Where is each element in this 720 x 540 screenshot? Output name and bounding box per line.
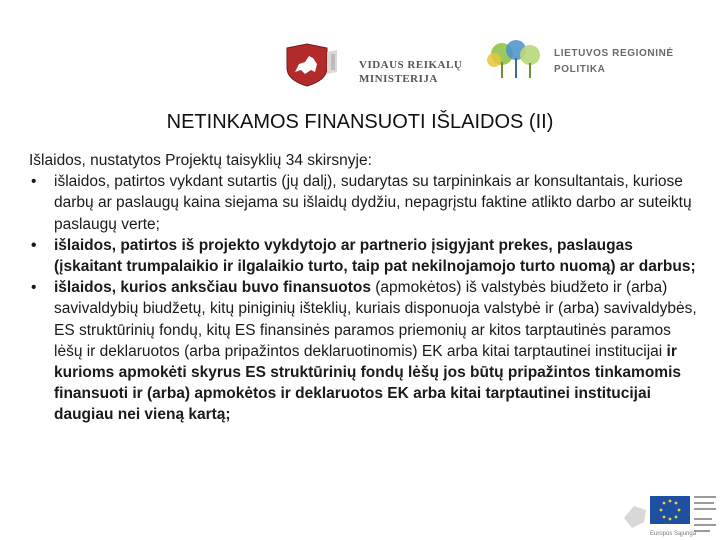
item-text: išlaidos, patirtos iš projekto vykdytojo ar partnerio įsigyjant prekes, paslaugas (įskaitant trumpalaikio ir ilgalaikio turto, taip pat nekilnojamojo turto nuomą) ar darbus; [54,236,696,276]
intro-line: Išlaidos, nustatytos Projektų taisyklių 34 skirsnyje: [29,152,372,169]
expense-list [29,171,701,425]
eu-fund-label: Europos Sąjunga [650,531,697,537]
bullet-marker: • [31,279,37,297]
item-text: išlaidos, patirtos vykdant sutartis (jų dalį), sudarytas su tarpininkais ar konsultantais, kuriose darbų ar paslaugų kaina siejama su išlaidų dydžiu, nepagrįstu faktine atlikto darbo ar suteiktų paslaugų verte; [54,173,692,233]
slide-title: NETINKAMOS FINANSUOTI IŠLAIDOS (II) [166,111,554,133]
list-item [29,277,701,425]
vytis-emblem-icon [283,42,339,88]
eu-structural-funds-logo [620,488,720,540]
trees-icon [480,38,552,80]
list-item [29,171,701,235]
regional-policy-name: LIETUVOS REGIONINĖ POLITIKA [554,48,674,75]
item-text: (apmokėtos) iš valstybės biudžeto ir (arba) savivaldybių biudžetų, kitų piniginių išteklių, kuriais disponuoja valstybė ir (arba) savivaldybės, ES struktūrinių fondų, kitų ES finansinės paramos priemonių ar kitos tarptautinės paramos lėšų ir deklaruotos (arba pripažintos deklaruotinomis) EK arba kitai tarptautinei institucijai [54,279,697,360]
bullet-marker: • [31,236,37,254]
list-item [29,235,701,277]
bullet-marker: • [31,173,37,191]
item-text-bold: išlaidos, kurios anksčiau buvo finansuotos [54,279,371,297]
slide-body [29,150,701,426]
header-logos [0,38,720,100]
ministry-name: VIDAUS REIKALŲ MINISTERIJA [359,59,463,85]
item-text-bold: ir kurioms apmokėti skyrus ES struktūrinių fondų lėšų jos būtų pripažintos tinkamomis finansuoti ir (arba) apmokėtos ir deklaruotos EK arba kitai tarptautinei institucijai daugiau nei vieną kartą; [54,342,681,424]
